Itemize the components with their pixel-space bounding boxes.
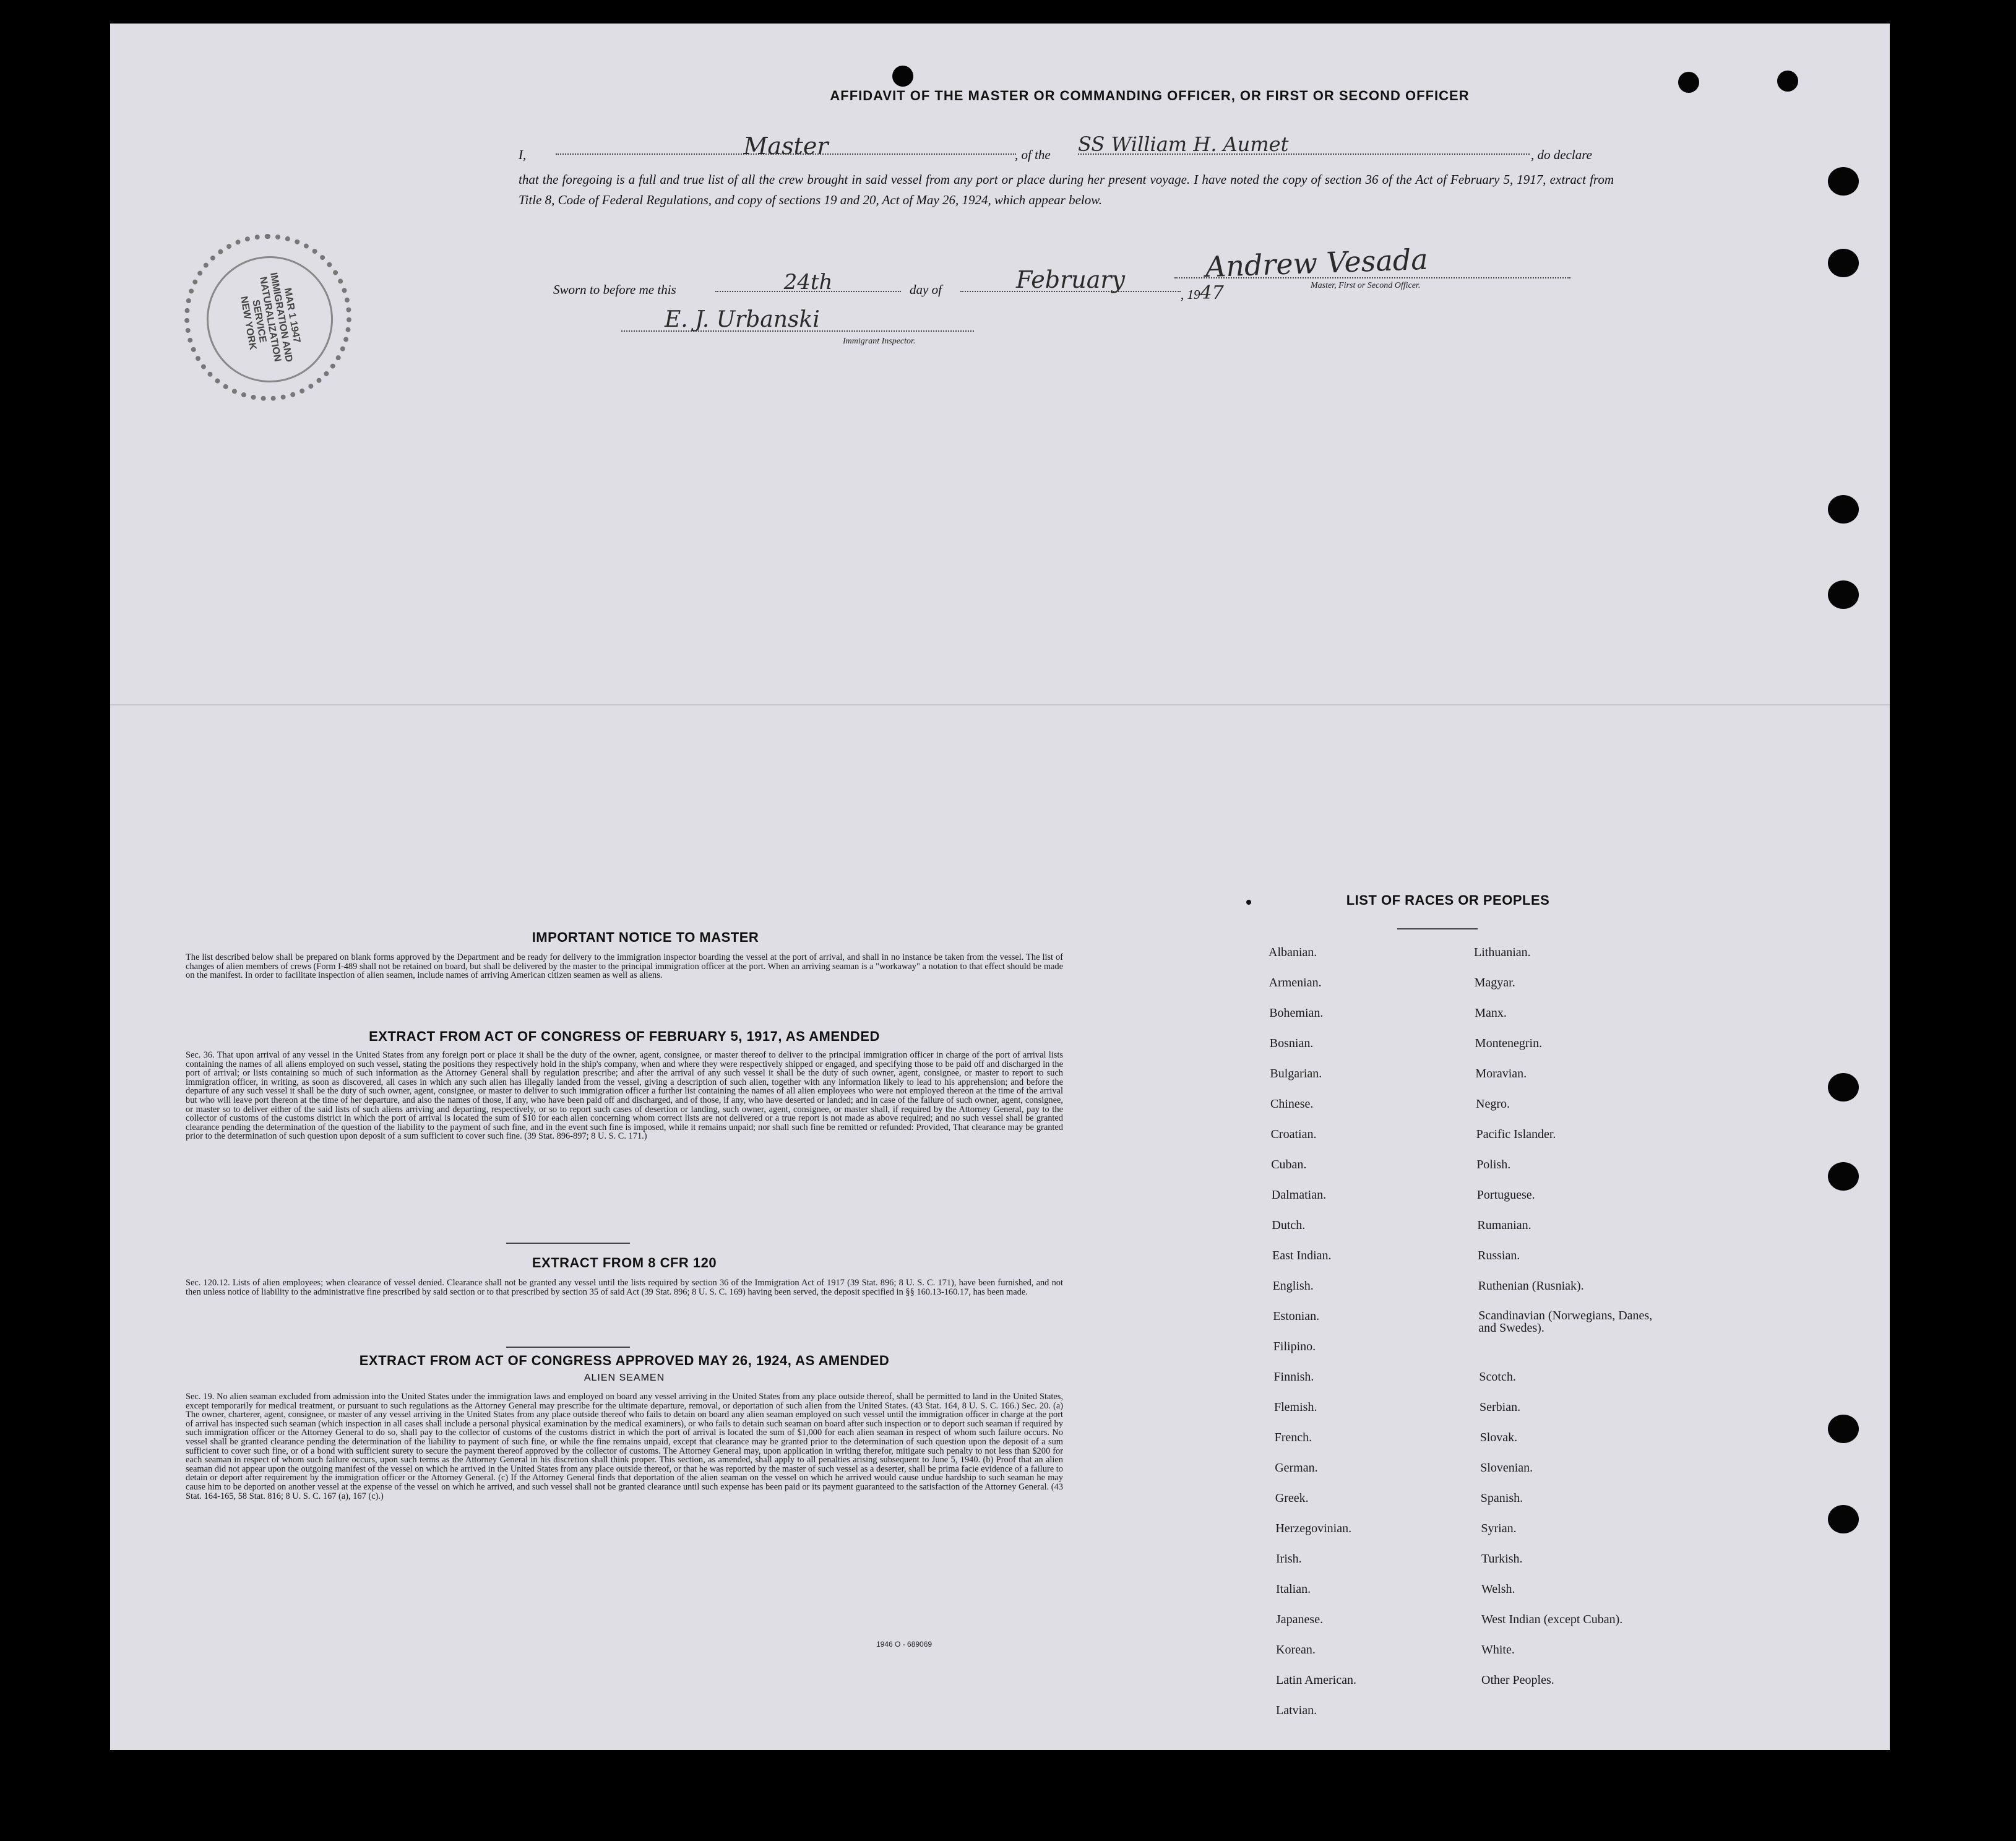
inspector-caption: Immigrant Inspector. (843, 337, 916, 346)
affidavit-of-the-label: , of the (1015, 147, 1051, 162)
race-item: Bulgarian. (1270, 1067, 1322, 1080)
races-bullet (1246, 900, 1251, 905)
race-item: Estonian. (1273, 1309, 1320, 1323)
race-item: Flemish. (1274, 1400, 1317, 1414)
race-item: Cuban. (1271, 1158, 1307, 1171)
punch-hole (1828, 249, 1859, 277)
race-item: Scotch. (1479, 1370, 1516, 1384)
race-item: Portuguese. (1476, 1188, 1535, 1202)
alien-seamen-subtitle: ALIEN SEAMEN (584, 1373, 665, 1383)
notice-title: IMPORTANT NOTICE TO MASTER (532, 929, 759, 945)
affidavit-vessel-text: SS William H. Aumet (1078, 132, 1289, 156)
punch-hole (1828, 1073, 1859, 1102)
race-item: Dalmatian. (1271, 1188, 1327, 1202)
race-item: Scandinavian (Norwegians, Danes, and Swedes). (1478, 1309, 1653, 1335)
inspector-signature (621, 307, 974, 332)
day-of-label: day of (910, 282, 942, 297)
affidavit-vessel (1078, 132, 1530, 155)
extract-1917-body: Sec. 36. That upon arrival of any vessel in the United States from any foreign port or place it shall be the duty of the owner, agent, consignee, or master thereof to deliver to the principal immigration officer in charge of the port of arrival lists containing the names of all aliens employed on such vessel, stating the positions they respectively hold in the ship's company, when and where they were respectively shipped or engaged, and specifying those to be paid off and discharged in the port of arrival; or lists containing so much of such information as the Attorney General shall by regulation prescribe; and after the arrival of any such vessel it shall be the duty of such owner, agent, consignee, or master to report to such immigration officer, in writing, as soon as discovered, all cases in which any such alien has illegally landed from the vessel, giving a description of such alien, together with any information likely to lead to his apprehension; and before the departure of any such vessel it shall be the duty of such owner, agent, consignee, or master to deliver to such immigration officer a further list containing the names of all alien employees who were not employed thereon at the time of the arrival but who will leave port thereon at the time of her departure, and also the names of those, if any, who have been paid off and discharged, and of those, if any, who have deserted or landed; and in case of the failure of such owner, agent, consignee, or master so to deliver either of the said lists of such aliens arriving and departing, respectively, or so to report such cases of desertion or landing, such owner, agent, consignee, or master shall, if required by the Attorney General, pay to the collector of customs of the customs district in which the port of arrival is located the sum of $10 for each alien concerning whom correct lists are not delivered or a true report is not made as above required; and no such vessel shall be granted clearance pending the determination of the question of the liability to the payment of such fine, and in the event such fine is imposed, while it remains unpaid; nor shall such fine be remitted or refunded: Provided, That clearance may be granted prior to the determination of such question upon deposit of a sum sufficient to cover such fine. (39 Stat. 896-897; 8 U. S. C. 171.) (186, 1050, 1063, 1142)
race-item: Filipino. (1273, 1340, 1316, 1353)
print-code: 1946 O - 689069 (876, 1640, 933, 1649)
year-handwritten: 47 (1200, 282, 1224, 304)
race-item: Polish. (1476, 1158, 1511, 1171)
extract-cfr-title: EXTRACT FROM 8 CFR 120 (532, 1255, 717, 1270)
races-title-rule (1397, 928, 1478, 929)
affidavit-role-text: Master (743, 132, 829, 160)
race-item: Syrian. (1481, 1522, 1517, 1535)
race-item: Russian. (1478, 1249, 1520, 1262)
race-item: Latin American. (1276, 1673, 1356, 1687)
race-item: Japanese. (1276, 1613, 1324, 1626)
signature-line (1174, 277, 1570, 278)
race-item: Magyar. (1474, 976, 1515, 989)
race-item: English. (1272, 1279, 1314, 1293)
race-item: Herzegovinian. (1275, 1522, 1352, 1535)
race-item: Chinese. (1270, 1097, 1314, 1111)
race-item: Slovak. (1480, 1431, 1518, 1444)
extract-1924-body: Sec. 19. No alien seaman excluded from admission into the United States under the immigration laws and employed on board any vessel arriving in the United States from any place outside thereof, shall be permitted to land in the United States, except temporarily for medical treatment, or pursuant to such regulations as the Attorney General may prescribe for the ultimate departure, removal, or deportation of such alien from the United States. (43 Stat. 164, 8 U. S. C. 166.) Sec. 20. (a) The owner, charterer, agent, consignee, or master of any vessel arriving in the United States from any place outside thereof who fails to detain on board any alien seaman employed on such vessel until the immigration officer in charge at the port of arrival has inspected such seaman (which inspection in all cases shall include a personal physical examination by the medical examiners), or who fails to detain such seaman on board after such inspection or to deport such seaman if required by such immigration officer or the Attorney General to do so, shall pay to the collector of customs of the customs district in which the port of arrival is located the sum of $1,000 for each alien seaman in respect of whom such failure occurs. No vessel shall be granted clearance pending the determination of the liability to payment of such fine, or while the fine remains unpaid, except that clearance may be granted prior to the determination of such question upon the deposit of a sum sufficient to cover such fine, or of a bond with sufficient surety to secure the payment thereof approved by the collector of customs. The Attorney General may, upon application in writing therefor, mitigate such penalty to not less than $200 for each seaman in respect of whom such failure occurs, upon such terms as the Attorney General in his discretion shall think proper. This section, as amended, shall apply to all penalties arising subsequent to June 5, 1940. (b) Proof that an alien seaman did not appear upon the outgoing manifest of the vessel on which he arrived in the United States from any place outside thereof, or that he was reported by the master of such vessel as a deserter, shall be prima facie evidence of a failure to detain or deport after requirement by the immigration officer or the Attorney General. (c) If the Attorney General finds that deportation of the alien seaman on the vessel on which he arrived would cause undue hardship to such seaman he may cause him to be deported on another vessel at the expense of the vessel on which he arrived, and such vessel shall not be granted clearance until such expense has been paid or its payment guaranteed to the satisfaction of the Attorney General. (43 Stat. 164-165, 58 Stat. 816; 8 U. S. C. 167 (a), 167 (c).) (186, 1392, 1063, 1501)
race-item: German. (1275, 1461, 1318, 1475)
race-item: Moravian. (1475, 1067, 1527, 1080)
race-item: Lithuanian. (1474, 946, 1531, 959)
affidavit-role (556, 132, 1016, 160)
race-item: Pacific Islander. (1476, 1127, 1556, 1141)
race-item: French. (1274, 1431, 1312, 1444)
master-signature: Andrew Vesada (1205, 242, 1429, 284)
year-prefix: , 19 (1181, 287, 1200, 302)
race-item: Ruthenian (Rusniak). (1478, 1279, 1584, 1293)
affidavit-body: that the foregoing is a full and true list of all the crew brought in said vessel from any port or place during her present voyage. I have noted the copy of section 36 of the Act of February 5, 1917, extract from Title 8, Code of Federal Regulations, and copy of sections 19 and 20, Act of May 26, 1924, which appear below. (519, 172, 1614, 207)
race-item: Albanian. (1269, 946, 1317, 959)
race-item: Finnish. (1273, 1370, 1314, 1384)
extract-1924-title: EXTRACT FROM ACT OF CONGRESS APPROVED MAY 26, 1924, AS AMENDED (359, 1353, 890, 1368)
race-item: Montenegrin. (1475, 1037, 1543, 1050)
inspector-signature-text: E. J. Urbanski (665, 307, 820, 332)
extract-cfr-body: Sec. 120.12. Lists of alien employees; when clearance of vessel denied. Clearance shall not be granted any vessel until the lists required by section 36 of the Immigration Act of 1917 (39 Stat. 896; 8 U. S. C. 171), have been furnished, and not then unless notice of liability to the administrative fine prescribed by said section or to that prescribed by section 35 of said Act (39 Stat. 896; 8 U. S. C. 169) having been served, the deposit specified in §§ 160.13-160.17, has been made. (186, 1278, 1063, 1297)
race-item: Slovenian. (1480, 1461, 1533, 1475)
race-item: Rumanian. (1477, 1218, 1531, 1232)
sworn-day (715, 270, 901, 295)
punch-hole (1777, 71, 1798, 92)
stamp-inner-ring (197, 246, 343, 392)
race-item: Spanish. (1480, 1491, 1523, 1505)
signature-caption: Master, First or Second Officer. (1311, 281, 1421, 290)
race-item: East Indian. (1272, 1249, 1332, 1262)
race-item: Greek. (1275, 1491, 1309, 1505)
sworn-year (1181, 282, 1224, 304)
race-item: Negro. (1476, 1097, 1510, 1111)
punch-hole (1828, 495, 1859, 524)
race-item: Turkish. (1481, 1552, 1523, 1566)
race-item: West Indian (except Cuban). (1481, 1613, 1623, 1626)
race-item: Italian. (1276, 1582, 1311, 1596)
race-item: Other Peoples. (1481, 1673, 1554, 1687)
punch-hole (1828, 1162, 1859, 1191)
affidavit-title: AFFIDAVIT OF THE MASTER OR COMMANDING OFFICER, OR FIRST OR SECOND OFFICER (830, 88, 1470, 103)
stamp-text: MAR 1 1947 IMMIGRATION AND NATURALIZATION SERVICE NEW YORK (238, 272, 303, 363)
punch-hole (1828, 580, 1859, 609)
punch-hole (892, 66, 913, 87)
race-item: Welsh. (1481, 1582, 1515, 1596)
sworn-month (960, 266, 1181, 292)
race-item: Bohemian. (1269, 1006, 1324, 1020)
punch-hole (1828, 1415, 1859, 1443)
race-item: Korean. (1276, 1643, 1316, 1657)
punch-hole (1828, 1505, 1859, 1533)
fold-line (110, 704, 1890, 705)
race-item: Latvian. (1276, 1704, 1317, 1717)
punch-hole (1828, 167, 1859, 196)
notice-body: The list described below shall be prepared on blank forms approved by the Department and be ready for delivery to the immigration inspector boarding the vessel at the port of arrival, and shall in no instance be taken from the vessel. The list of changes of alien members of crews (Form I-489 shall not be retained on board, but shall be delivered by the master to the principal immigration officer at the port. When an arriving seaman is a "workaway" a notation to that effect should be made on the manifest. In order to facilitate inspection of alien seamen, include names of arriving American citizen seamen as well as aliens. (186, 952, 1063, 981)
document-page (110, 24, 1890, 1750)
race-item: Manx. (1475, 1006, 1507, 1020)
section-divider (506, 1243, 630, 1244)
sworn-day-text: 24th (783, 270, 833, 295)
sworn-label: Sworn to before me this (553, 282, 676, 297)
race-item: Croatian. (1270, 1127, 1317, 1141)
race-item: Serbian. (1480, 1400, 1521, 1414)
section-divider (506, 1347, 630, 1348)
race-item: Bosnian. (1269, 1037, 1314, 1050)
races-title: LIST OF RACES OR PEOPLES (1346, 892, 1550, 908)
race-item: Irish. (1276, 1552, 1302, 1566)
immigration-stamp (184, 234, 351, 401)
affidavit-i-label: I, (519, 147, 527, 162)
race-item: Dutch. (1272, 1218, 1306, 1232)
sworn-month-text: February (1015, 266, 1126, 293)
race-item: White. (1481, 1643, 1515, 1657)
punch-hole (1678, 72, 1699, 93)
affidavit-declare-label: , do declare (1531, 147, 1592, 162)
race-item: Armenian. (1269, 976, 1322, 989)
extract-1917-title: EXTRACT FROM ACT OF CONGRESS OF FEBRUARY 5, 1917, AS AMENDED (369, 1028, 880, 1044)
